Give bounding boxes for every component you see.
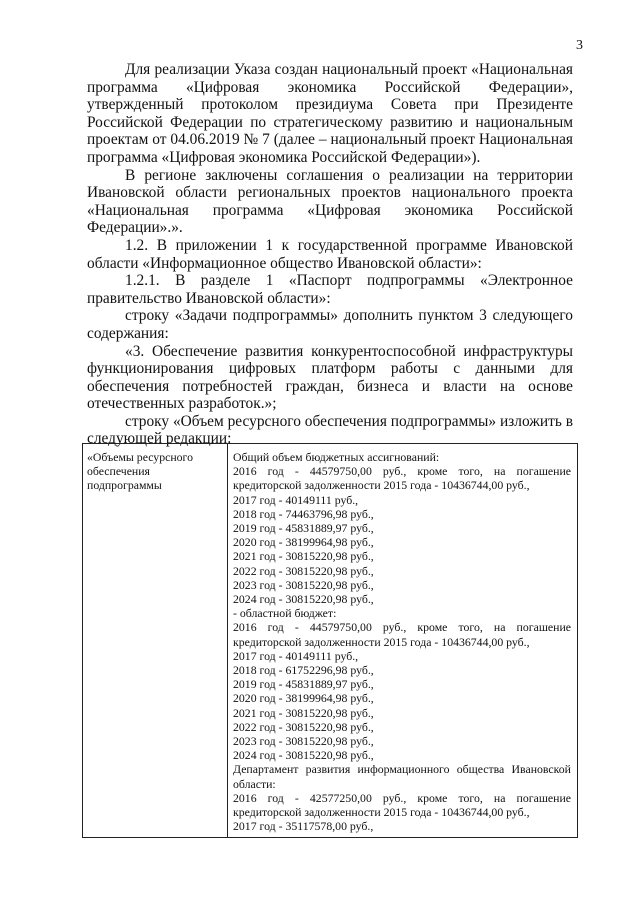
document-body bbox=[87, 61, 573, 448]
table-line: - областной бюджет: bbox=[233, 606, 337, 621]
table-left-label: «Объемы ресурсного обеспечения подпрограммы bbox=[83, 444, 228, 838]
table-line: 2021 год - 30815220,98 руб., bbox=[233, 549, 374, 564]
table-line: 2016 год - 42577250,00 руб., кроме того, на погашение кредиторской задолженности 2015 года - 10436744,00 руб., bbox=[233, 790, 571, 820]
table-right-content bbox=[228, 444, 578, 838]
table-line: 2017 год - 35117578,00 руб., bbox=[233, 819, 374, 834]
table-line: 2017 год - 40149111 руб., bbox=[233, 492, 359, 507]
table-line: 2020 год - 38199964,98 руб., bbox=[233, 691, 374, 706]
table-line: 2018 год - 61752296,98 руб., bbox=[233, 663, 374, 678]
table-line: 2019 год - 45831889,97 руб., bbox=[233, 521, 374, 536]
resource-table bbox=[82, 443, 578, 838]
table-line: 2018 год - 74463796,98 руб., bbox=[233, 506, 374, 521]
paragraph-regional-agreements: В регионе заключены соглашения о реализации на территории Ивановской области региональных проектов национального проекта «Национальная программа «Цифровая экономика Российской Федерации».». bbox=[87, 166, 573, 237]
table-line: Общий объем бюджетных ассигнований: bbox=[233, 450, 440, 464]
table-line: 2016 год - 44579750,00 руб., кроме того, на погашение кредиторской задолженности 2015 года - 10436744,00 руб., bbox=[233, 464, 571, 493]
paragraph-decree-project: Для реализации Указа создан национальный проект «Национальная программа «Цифровая экономика Российской Федерации», утвержденный протоколом президиума Совета при Президенте Российской Федерации по стратегическому развитию и национальным проектам от 04.06.2019 № 7 (далее – национальный проект Национальная программа «Цифровая экономика Российской Федерации»). bbox=[87, 61, 573, 166]
table-row bbox=[83, 444, 578, 838]
table-line: 2022 год - 30815220,98 руб., bbox=[233, 719, 374, 734]
table-line: 2022 год - 30815220,98 руб., bbox=[233, 563, 374, 578]
table-line: 2019 год - 45831889,97 руб., bbox=[233, 677, 374, 692]
page-number: 3 bbox=[576, 38, 583, 53]
paragraph-item-1-2: 1.2. В приложении 1 к государственной программе Ивановской области «Информационное общество Ивановской области»: bbox=[87, 236, 573, 272]
table-line: 2016 год - 44579750,00 руб., кроме того, на погашение кредиторской задолженности 2015 года - 10436744,00 руб., bbox=[233, 620, 571, 649]
table-line: Департамент развития информационного общества Ивановской области: bbox=[233, 762, 571, 791]
table-line: 2020 год - 38199964,98 руб., bbox=[233, 535, 374, 550]
paragraph-item-1-2-1: 1.2.1. В разделе 1 «Паспорт подпрограммы «Электронное правительство Ивановской области»: bbox=[87, 272, 573, 307]
table-line: 2023 год - 30815220,98 руб., bbox=[233, 577, 374, 592]
table-line: 2024 год - 30815220,98 руб., bbox=[233, 592, 374, 607]
paragraph-tasks-row: строку «Задачи подпрограммы» дополнить пунктом 3 следующего содержания: bbox=[87, 307, 573, 342]
paragraph-resource-row: строку «Объем ресурсного обеспечения подпрограммы» изложить в следующей редакции: bbox=[87, 412, 573, 448]
table-line: 2023 год - 30815220,98 руб., bbox=[233, 734, 374, 749]
table-line: 2024 год - 30815220,98 руб., bbox=[233, 748, 374, 763]
paragraph-task-3: «3. Обеспечение развития конкурентоспособной инфраструктуры функционирования цифровых платформ работы с данными для обеспечения потребностей граждан, бизнеса и власти на основе отечественных разработок.»; bbox=[87, 342, 573, 413]
table-line: 2021 год - 30815220,98 руб., bbox=[233, 705, 374, 720]
table-line: 2017 год - 40149111 руб., bbox=[233, 648, 359, 663]
